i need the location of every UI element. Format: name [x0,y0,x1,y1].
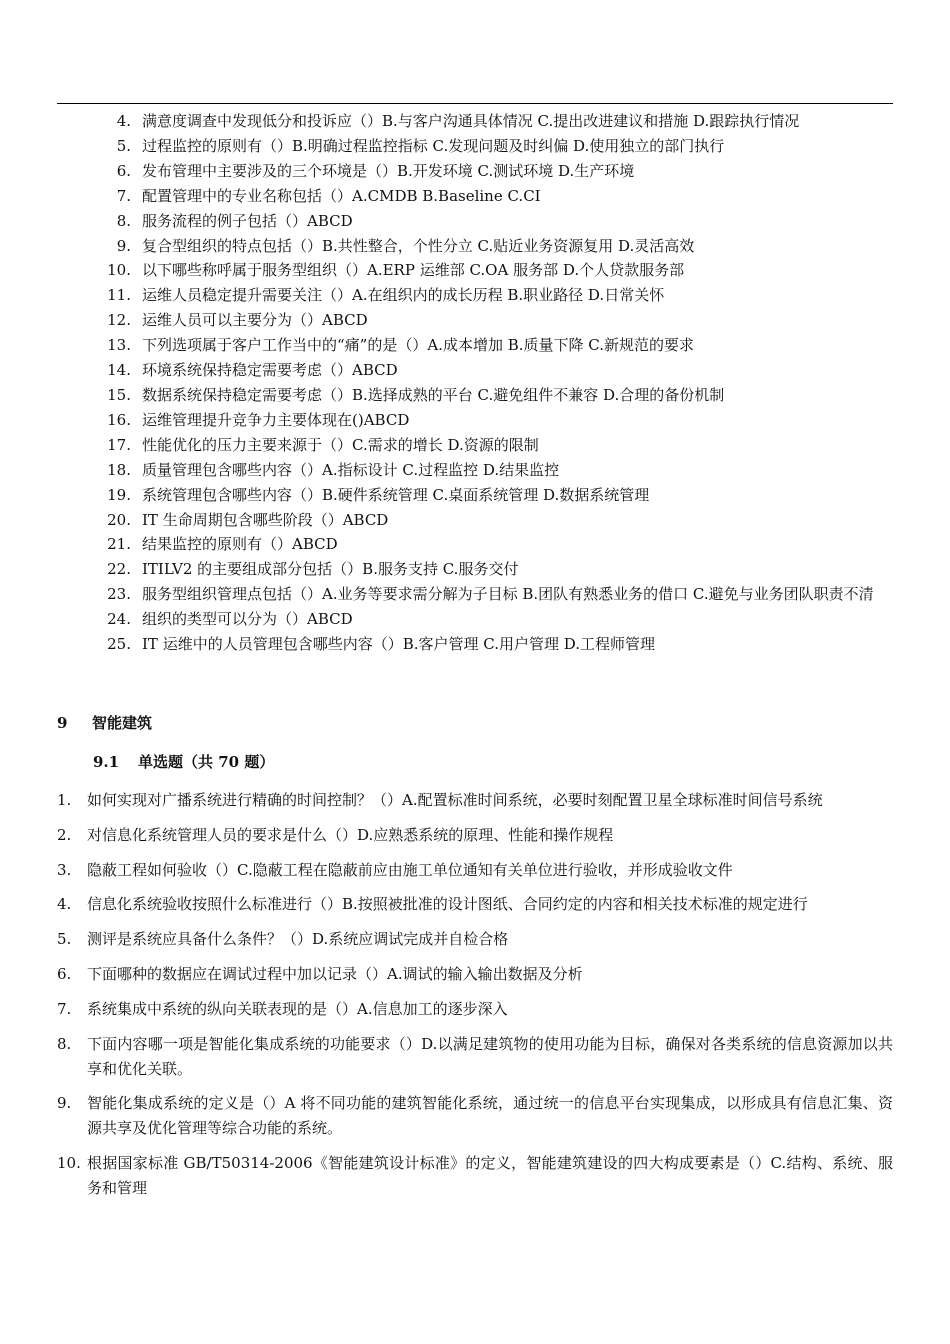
question-text: 满意度调查中发现低分和投诉应（）B.与客户沟通具体情况 C.提出改进建议和措施 D.跟踪执行情况 [142,112,800,130]
question-text: 发布管理中主要涉及的三个环境是（）B.开发环境 C.测试环境 D.生产环境 [142,161,635,180]
question-text: 系统管理包含哪些内容（）B.硬件系统管理 C.桌面系统管理 D.数据系统管理 [142,485,650,504]
question-number: 15. [107,385,131,404]
question-item [0,997,950,1022]
question-text: 运维人员稳定提升需要关注（）A.在组织内的成长历程 B.职业路径 D.日常关怀 [142,286,665,305]
question-text: 运维人员可以主要分为（）ABCD [142,311,368,330]
question-number: 13. [107,336,131,355]
question-text: 如何实现对广播系统进行精确的时间控制？（）A.配置标准时间系统，必要时刻配置卫星全球标准时间信号系统 [87,791,823,809]
question-text: 下面哪种的数据应在调试过程中加以记录（）A.调试的输入输出数据及分析 [87,964,583,983]
question-text: 运维管理提升竞争力主要体现在()ABCD [142,410,410,429]
question-item [0,134,950,159]
question-item [0,458,950,483]
subsection-title: 单选题（共 70 题） [138,753,275,771]
question-text: 环境系统保持稳定需要考虑（）ABCD [142,361,398,380]
question-text: 组织的类型可以分为（）ABCD [142,610,353,629]
question-item [0,858,950,883]
question-number: 6. [116,161,131,180]
question-number: 16. [107,410,131,429]
question-text: 根据国家标准 GB/T50314-2006《智能建筑设计标准》的定义，智能建筑建设的四大构成要素是（）C.结构、系统、服务和管理 [87,1154,893,1198]
question-item [0,258,950,283]
question-item [0,184,950,209]
question-text: 质量管理包含哪些内容（）A.指标设计 C.过程监控 D.结果监控 [142,460,560,479]
question-number: 6. [57,964,72,983]
question-number: 14. [107,361,131,380]
question-text: 隐蔽工程如何验收（）C.隐蔽工程在隐蔽前应由施工单位通知有关单位进行验收，并形成验收文件 [87,860,733,879]
multi-choice-question-list [0,109,950,657]
question-item [0,632,950,657]
question-text: 性能优化的压力主要来源于（）C.需求的增长 D.资源的限制 [142,435,539,454]
question-number: 12. [107,311,131,330]
question-text: 结果监控的原则有（）ABCD [142,535,338,554]
question-item [0,1032,950,1082]
question-number: 11. [107,286,131,305]
question-text: 测评是系统应具备什么条件？（）D.系统应调试完成并自检合格 [87,930,509,949]
question-number: 4. [116,112,131,130]
question-number: 20. [107,510,131,529]
question-number: 5. [57,930,72,949]
question-item [0,823,950,848]
question-item [0,557,950,582]
question-text: 服务流程的例子包括（）ABCD [142,211,353,230]
subsection-heading [93,751,274,772]
question-number: 10. [107,261,131,280]
question-item [0,962,950,987]
question-number: 2. [57,825,72,844]
question-text: 下面内容哪一项是智能化集成系统的功能要求（）D.以满足建筑物的使用功能为目标，确保对各类系统的信息资源加以共享和优化关联。 [87,1034,893,1078]
question-number: 18. [107,460,131,479]
question-number: 8. [116,211,131,230]
question-item [0,1091,950,1141]
question-item [0,159,950,184]
header-rule [57,103,893,104]
single-choice-question-list [0,788,950,1211]
question-text: 以下哪些称呼属于服务型组织（）A.ERP 运维部 C.OA 服务部 D.个人贷款服务部 [142,261,685,280]
question-text: 下列选项属于客户工作当中的“痛”的是（）A.成本增加 B.质量下降 C.新规范的要求 [142,336,694,355]
section-number: 9 [57,714,68,732]
question-number: 19. [107,485,131,504]
question-number: 22. [107,560,131,579]
question-item [0,333,950,358]
question-item [0,508,950,533]
question-number: 8. [57,1034,72,1053]
question-number: 24. [107,610,131,629]
question-item [0,532,950,557]
question-number: 7. [116,186,131,205]
question-item [0,109,950,134]
question-item [0,892,950,917]
question-number: 10. [57,1154,81,1173]
question-item [0,408,950,433]
question-item [0,582,950,607]
question-number: 7. [57,999,72,1018]
question-item [0,358,950,383]
question-number: 21. [107,535,131,554]
question-text: 系统集成中系统的纵向关联表现的是（）A.信息加工的逐步深入 [87,999,508,1018]
question-item [0,433,950,458]
section-title: 智能建筑 [92,714,153,732]
question-item [0,209,950,234]
question-text: 智能化集成系统的定义是（）A 将不同功能的建筑智能化系统，通过统一的信息平台实现集成，以形成具有信息汇集、资源共享及优化管理等综合功能的系统。 [87,1094,893,1138]
section-heading [57,712,152,733]
question-number: 25. [107,635,131,654]
question-text: 复合型组织的特点包括（）B.共性整合，个性分立 C.贴近业务资源复用 D.灵活高效 [142,236,695,255]
question-item [0,383,950,408]
question-item [0,308,950,333]
question-item [0,283,950,308]
question-number: 9. [57,1094,72,1113]
question-number: 5. [116,136,131,155]
question-item [0,607,950,632]
question-number: 3. [57,860,72,879]
question-item [0,483,950,508]
question-item [0,1151,950,1201]
question-text: 过程监控的原则有（）B.明确过程监控指标 C.发现问题及时纠偏 D.使用独立的部门执行 [142,136,725,155]
question-item [0,788,950,813]
question-text: 对信息化系统管理人员的要求是什么（）D.应熟悉系统的原理、性能和操作规程 [87,825,614,844]
question-text: IT 生命周期包含哪些阶段（）ABCD [142,510,389,529]
question-number: 9. [116,236,131,255]
question-text: ITILV2 的主要组成部分包括（）B.服务支持 C.服务交付 [142,560,519,579]
question-item [0,927,950,952]
question-text: 信息化系统验收按照什么标准进行（）B.按照被批准的设计图纸、合同约定的内容和相关技术标准的规定进行 [87,895,808,914]
question-text: 配置管理中的专业名称包括（）A.CMDB B.Baseline C.CI [142,186,541,205]
question-number: 17. [107,435,131,454]
question-item [0,234,950,259]
question-text: IT 运维中的人员管理包含哪些内容（）B.客户管理 C.用户管理 D.工程师管理 [142,635,655,654]
question-text: 数据系统保持稳定需要考虑（）B.选择成熟的平台 C.避免组件不兼容 D.合理的备份机制 [142,385,725,404]
question-number: 23. [107,585,131,604]
question-number: 1. [57,791,72,809]
question-number: 4. [57,895,72,914]
subsection-number: 9.1 [93,753,120,771]
question-text: 服务型组织管理点包括（）A.业务等要求需分解为子目标 B.团队有熟悉业务的借口 C.避免与业务团队职责不清 [142,585,874,604]
